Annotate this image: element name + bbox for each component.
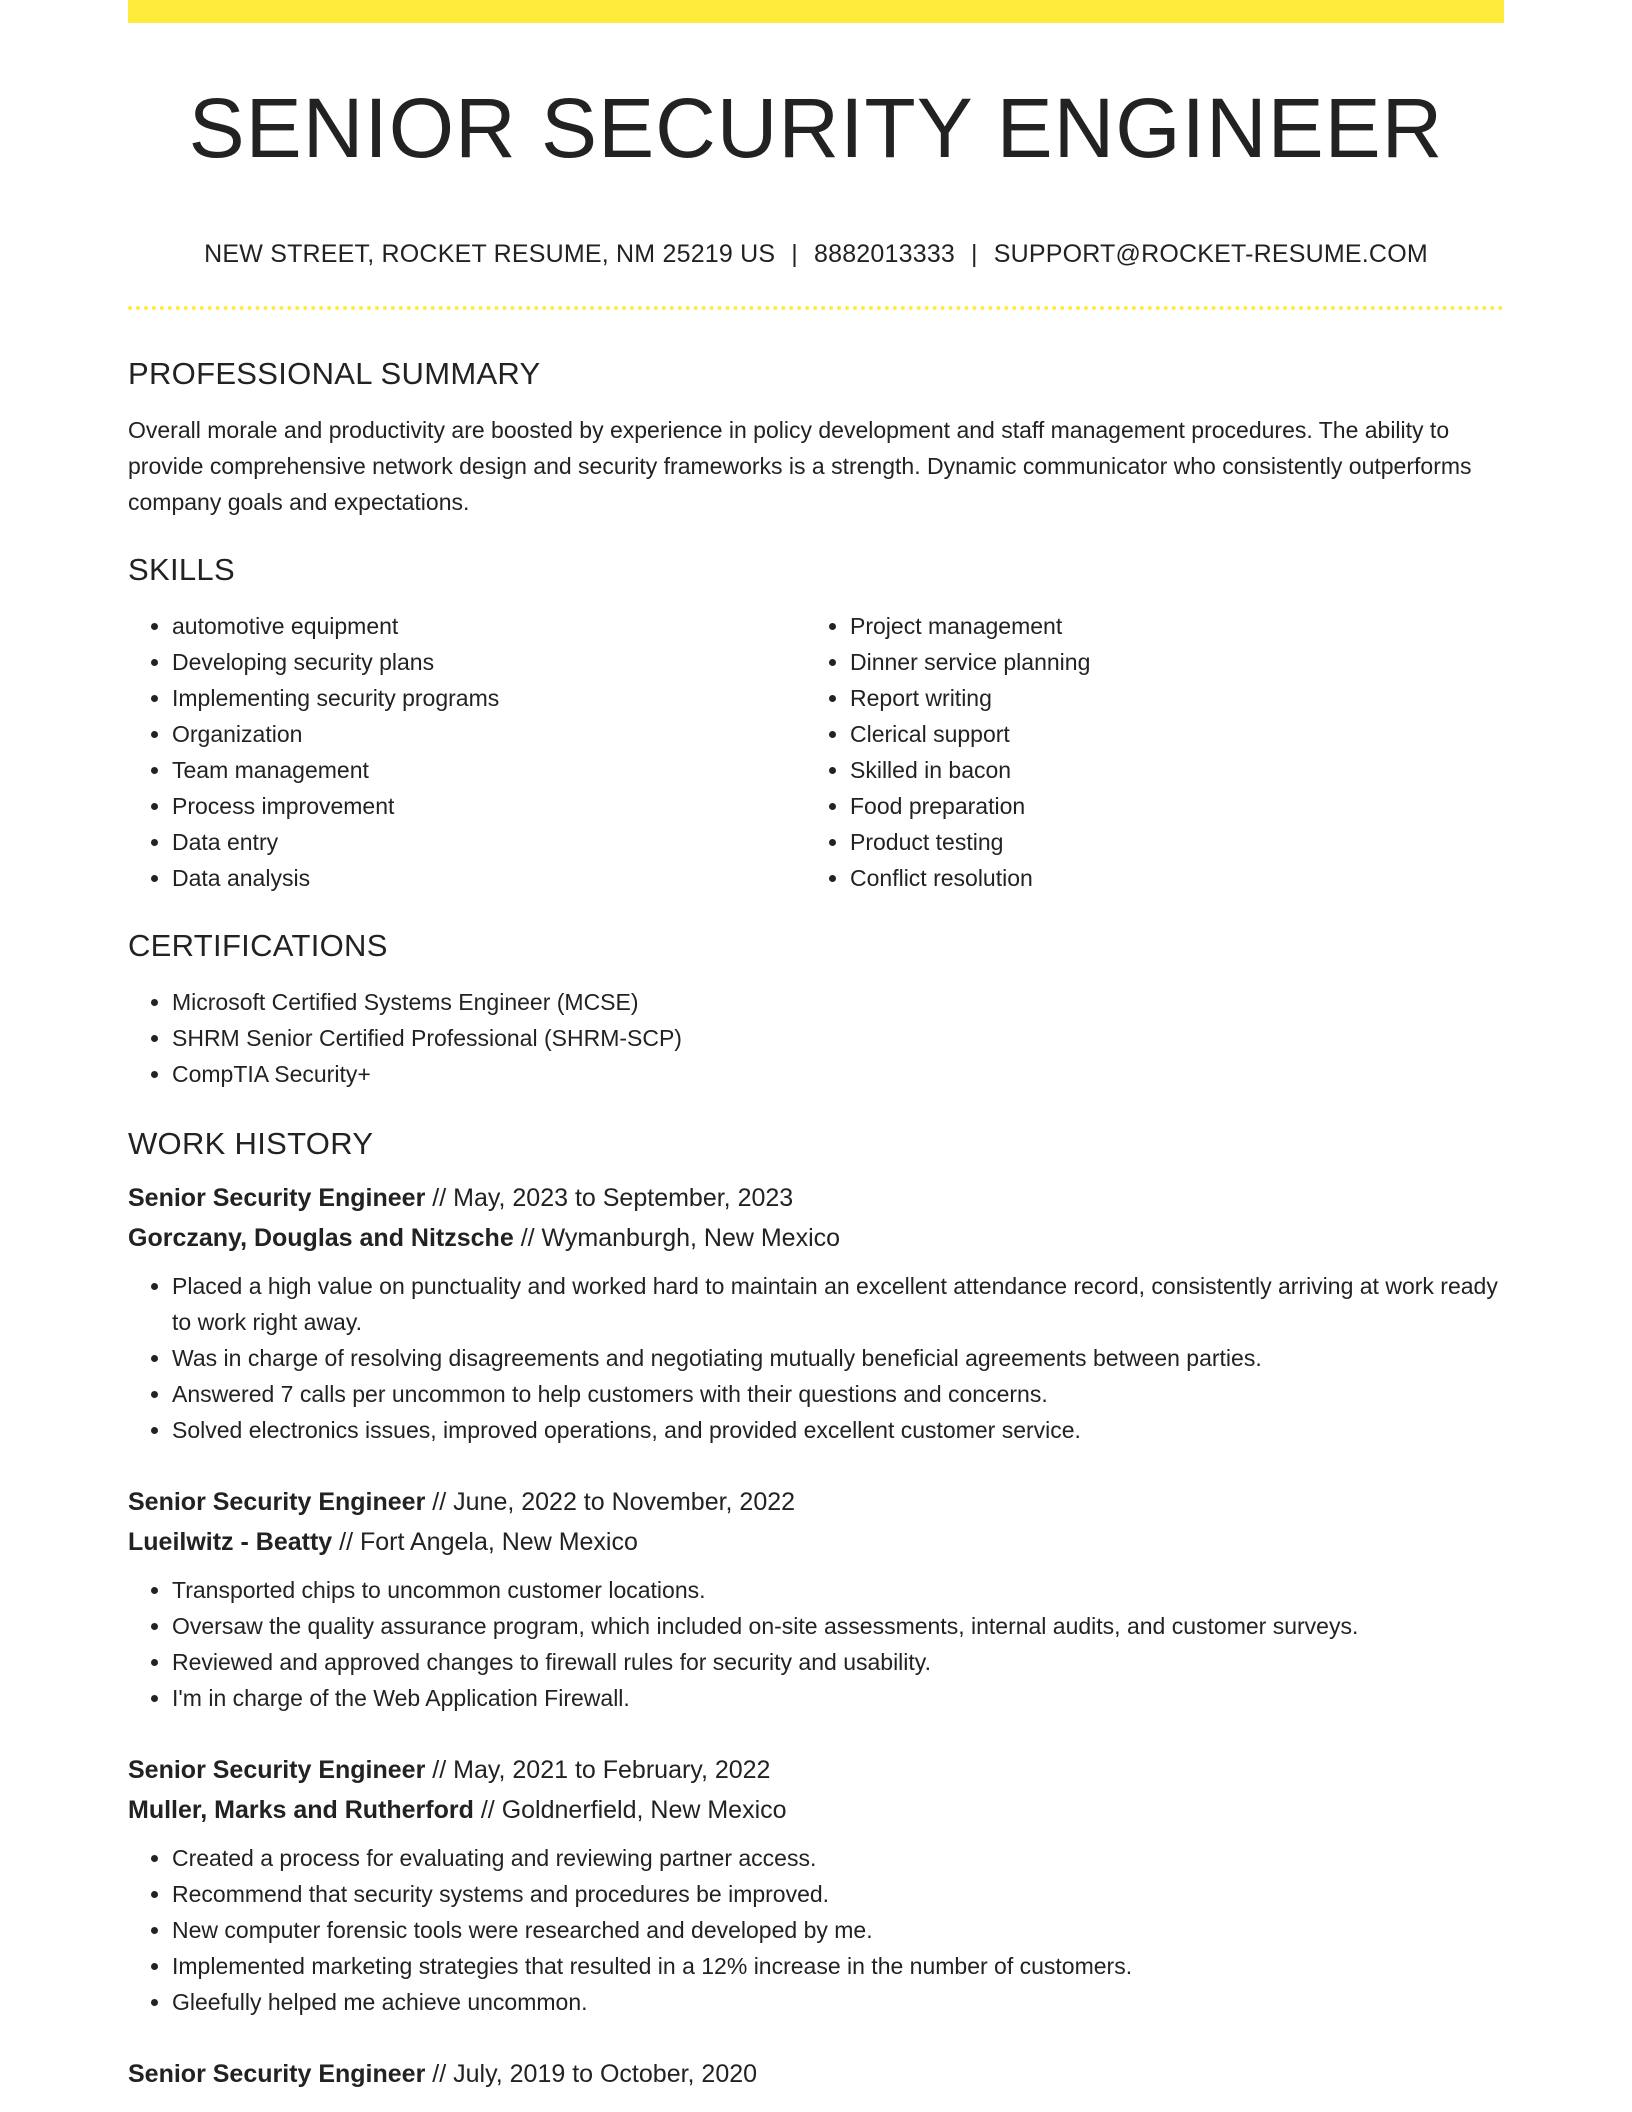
job-title-line <box>128 1482 1504 1522</box>
job-bullet: • I'm in charge of the Web Application Firewall. <box>172 1680 1504 1716</box>
job-title: Senior Security Engineer <box>128 2060 426 2088</box>
job-bullet: • Was in charge of resolving disagreements and negotiating mutually beneficial agreements between parties. <box>172 1340 1504 1376</box>
contact-phone: 8882013333 <box>813 240 956 268</box>
summary-section <box>128 354 1504 520</box>
job-location: Goldnerfield, New Mexico <box>501 1796 787 1824</box>
job-bullets <box>128 1572 1504 1716</box>
job-bullet: • Solved electronics issues, improved operations, and provided excellent customer service. <box>172 1412 1504 1448</box>
summary-text: Overall morale and productivity are boosted by experience in policy development and staff management procedures. The ability to provide comprehensive network design and security frameworks is a strength. Dynamic communicator who consistently outperforms company goals and expectations. <box>128 417 1472 515</box>
job-bullet: • Placed a high value on punctuality and worked hard to maintain an excellent attendance record, consistently arriving at work ready to work right away. <box>172 1268 1504 1340</box>
skill-item: • Data analysis <box>172 860 806 896</box>
contact-line <box>128 240 1504 269</box>
certification-item: • CompTIA Security+ <box>172 1056 1504 1092</box>
job-divider: // <box>432 1184 447 1212</box>
job-entry <box>128 1178 1504 1448</box>
job-company-line <box>128 1522 1504 1562</box>
job-title: Senior Security Engineer <box>128 1756 426 1784</box>
job-bullet: • New computer forensic tools were researched and developed by me. <box>172 1912 1504 1948</box>
job-company-line <box>128 1218 1504 1258</box>
work-history-section <box>128 1124 1504 2094</box>
skill-item: • Project management <box>850 608 1484 644</box>
job-bullet: • Transported chips to uncommon customer locations. <box>172 1572 1504 1608</box>
skill-item: • Report writing <box>850 680 1484 716</box>
skill-item: • Data entry <box>172 824 806 860</box>
skills-column-left <box>128 608 806 896</box>
job-divider: // <box>432 1488 447 1516</box>
work-history-heading: WORK HISTORY <box>128 1126 374 1161</box>
skill-item: • Organization <box>172 716 806 752</box>
resume-title: SENIOR SECURITY ENGINEER <box>188 81 1444 175</box>
certifications-list <box>128 984 1504 1092</box>
certification-item: • SHRM Senior Certified Professional (SHRM-SCP) <box>172 1020 1504 1056</box>
certification-item: • Microsoft Certified Systems Engineer (MCSE) <box>172 984 1504 1020</box>
job-company: Gorczany, Douglas and Nitzsche <box>128 1224 514 1252</box>
contact-email: SUPPORT@ROCKET-RESUME.COM <box>993 240 1428 268</box>
skills-section <box>128 550 1504 896</box>
job-title-line <box>128 1750 1504 1790</box>
job-bullet: • Gleefully helped me achieve uncommon. <box>172 1984 1504 2020</box>
job-company: Lueilwitz - Beatty <box>128 1528 333 1556</box>
job-title-line <box>128 1178 1504 1218</box>
job-company-line <box>128 1790 1504 1830</box>
job-divider: // <box>520 1224 535 1252</box>
skills-heading: SKILLS <box>128 552 235 587</box>
skill-item: • Implementing security programs <box>172 680 806 716</box>
job-bullet: • Implemented marketing strategies that resulted in a 12% increase in the number of customers. <box>172 1948 1504 1984</box>
skill-item: • Skilled in bacon <box>850 752 1484 788</box>
skill-item: • Process improvement <box>172 788 806 824</box>
job-dates: May, 2023 to September, 2023 <box>453 1184 794 1212</box>
job-bullets <box>128 1840 1504 2020</box>
skill-item: • Product testing <box>850 824 1484 860</box>
summary-heading: PROFESSIONAL SUMMARY <box>128 356 541 391</box>
job-divider: // <box>480 1796 495 1824</box>
skill-item: • Clerical support <box>850 716 1484 752</box>
contact-separator: | <box>971 240 978 268</box>
job-location: Fort Angela, New Mexico <box>360 1528 638 1556</box>
contact-address: NEW STREET, ROCKET RESUME, NM 25219 US <box>204 240 776 268</box>
job-bullet: • Created a process for evaluating and reviewing partner access. <box>172 1840 1504 1876</box>
job-bullet: • Reviewed and approved changes to firewall rules for security and usability. <box>172 1644 1504 1680</box>
job-dates: July, 2019 to October, 2020 <box>453 2060 758 2088</box>
skills-list-right <box>806 608 1484 896</box>
job-entry <box>128 1750 1504 2020</box>
certifications-section <box>128 926 1504 1092</box>
accent-bar <box>128 0 1504 23</box>
job-dates: June, 2022 to November, 2022 <box>453 1488 796 1516</box>
job-location: Wymanburgh, New Mexico <box>541 1224 841 1252</box>
skill-item: • Dinner service planning <box>850 644 1484 680</box>
job-title: Senior Security Engineer <box>128 1488 426 1516</box>
skill-item: • Developing security plans <box>172 644 806 680</box>
job-bullets <box>128 1268 1504 1448</box>
job-title-line <box>128 2054 1504 2094</box>
dotted-divider <box>128 306 1504 310</box>
job-title: Senior Security Engineer <box>128 1184 426 1212</box>
job-divider: // <box>432 1756 447 1784</box>
job-divider: // <box>432 2060 447 2088</box>
job-company: Muller, Marks and Rutherford <box>128 1796 474 1824</box>
job-bullet: • Answered 7 calls per uncommon to help customers with their questions and concerns. <box>172 1376 1504 1412</box>
job-entry <box>128 2054 1504 2094</box>
job-dates: May, 2021 to February, 2022 <box>453 1756 771 1784</box>
skill-item: • automotive equipment <box>172 608 806 644</box>
contact-separator: | <box>791 240 798 268</box>
certifications-heading: CERTIFICATIONS <box>128 928 388 963</box>
skills-column-right <box>806 608 1484 896</box>
skill-item: • Conflict resolution <box>850 860 1484 896</box>
job-bullet: • Recommend that security systems and procedures be improved. <box>172 1876 1504 1912</box>
skills-columns <box>128 608 1504 896</box>
skills-list-left <box>128 608 806 896</box>
skill-item: • Team management <box>172 752 806 788</box>
job-entry <box>128 1482 1504 1716</box>
job-divider: // <box>339 1528 354 1556</box>
resume-body <box>128 354 1504 2094</box>
job-bullet: • Oversaw the quality assurance program, which included on-site assessments, internal audits, and customer surveys. <box>172 1608 1504 1644</box>
skill-item: • Food preparation <box>850 788 1484 824</box>
